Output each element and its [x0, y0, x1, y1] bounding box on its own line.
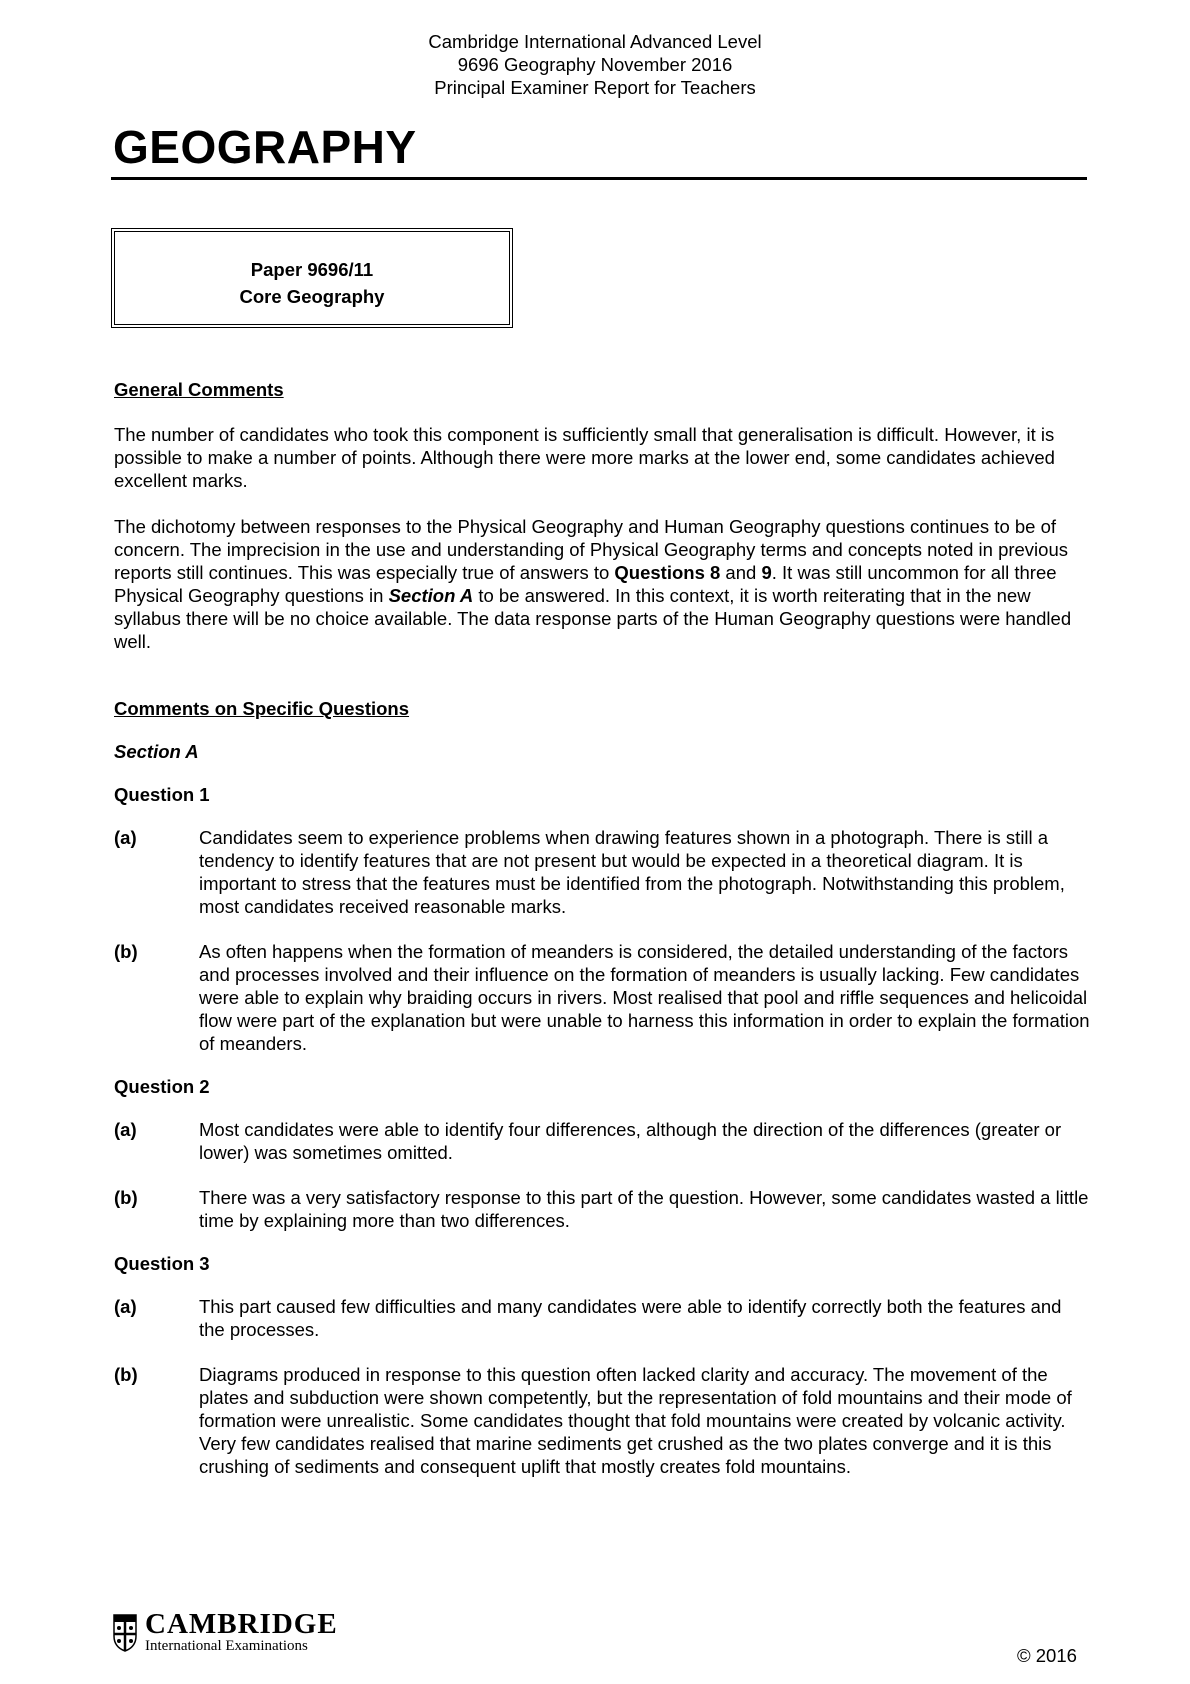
p2-question-9: 9 [761, 562, 772, 583]
logo-subtitle-text: International Examinations [145, 1638, 308, 1654]
section-a-heading: Section A [114, 741, 199, 762]
part-label: (a) [114, 827, 137, 848]
part-text: This part caused few difficulties and many candidates were able to identify correctly both the features and the processes. [199, 1296, 1062, 1340]
question-1-heading: Question 1 [114, 784, 210, 805]
question-1b [114, 940, 1090, 1055]
p2-text-a: The dichotomy between responses to the Physical Geography and Human Geography questions continues to be of concern. The imprecision in the use and understanding of Physical Geography terms and concepts noted in previous reports still continues. This was especially true of answers to [114, 516, 1068, 583]
document-title: GEOGRAPHY [113, 121, 417, 173]
header-line-2: 9696 Geography November 2016 [457, 54, 733, 75]
question-1a [114, 826, 1090, 918]
p2-text-c: and [720, 562, 762, 583]
header-line-3: Principal Examiner Report for Teachers [434, 77, 756, 98]
part-text: As often happens when the formation of meanders is considered, the detailed understanding of the factors and processes involved and their influence on the formation of meanders is usually lacking. Few candidates were able to explain why braiding occurs in rivers. Most realised that pool and riffle sequences and helicoidal flow were part of the explanation but were unable to harness this information in order to explain the formation of meanders. [199, 941, 1090, 1054]
paper-box [111, 228, 513, 328]
p2-text-e: . It was still uncommon for all three Physical Geography questions in [114, 562, 1057, 606]
question-3b [114, 1363, 1090, 1478]
part-label: (b) [114, 1364, 138, 1385]
question-2a [114, 1118, 1090, 1164]
part-label: (a) [114, 1296, 137, 1317]
title-rule [111, 177, 1087, 180]
copyright-notice: © 2016 [1017, 1645, 1077, 1666]
cambridge-crest-icon [113, 1614, 137, 1652]
part-text: Most candidates were able to identify four differences, although the direction of the differences (greater or lower) was sometimes omitted. [199, 1119, 1062, 1163]
general-paragraph-2 [114, 515, 1090, 653]
p2-questions-8: Questions 8 [614, 562, 721, 583]
paper-code: Paper 9696/11 [250, 259, 374, 280]
question-2b [114, 1186, 1090, 1232]
specific-comments-heading: Comments on Specific Questions [114, 698, 410, 719]
p2-text-g: to be answered. In this context, it is worth reiterating that in the new syllabus there will be no choice available. The data response parts of the Human Geography questions were handled well. [114, 585, 1072, 652]
p2-section-a: Section A [388, 585, 474, 606]
part-label: (b) [114, 1187, 138, 1208]
cambridge-logo [113, 1610, 338, 1655]
part-text: Diagrams produced in response to this question often lacked clarity and accuracy. The movement of the plates and subduction were shown competently, but the representation of fold mountains and their mode of formation were unrealistic. Some candidates thought that fold mountains were created by volcanic activity. Very few candidates realised that marine sediments get crushed as the two plates converge and it is this crushing of sediments and consequent uplift that mostly creates fold mountains. [199, 1364, 1072, 1477]
question-2-heading: Question 2 [114, 1076, 210, 1097]
part-label: (b) [114, 941, 138, 962]
logo-wordmark [145, 1610, 338, 1655]
paper-name: Core Geography [239, 286, 385, 307]
page-header [0, 30, 1190, 99]
header-line-1: Cambridge International Advanced Level [428, 31, 762, 52]
report-body [114, 378, 1090, 1478]
part-label: (a) [114, 1119, 137, 1140]
question-3-heading: Question 3 [114, 1253, 210, 1274]
part-text: There was a very satisfactory response to this part of the question. However, some candidates wasted a little time by explaining more than two differences. [199, 1187, 1089, 1231]
general-comments-heading: General Comments [114, 379, 284, 400]
general-paragraph-1: The number of candidates who took this component is sufficiently small that generalisation is difficult. However, it is possible to make a number of points. Although there were more marks at the lower end, some candidates achieved excellent marks. [114, 424, 1055, 491]
logo-cambridge-text: CAMBRIDGE [145, 1608, 338, 1640]
part-text: Candidates seem to experience problems when drawing features shown in a photograph. There is still a tendency to identify features that are not present but would be expected in a theoretical diagram. It is important to stress that the features must be identified from the photograph. Notwithstanding this problem, most candidates received reasonable marks. [199, 827, 1065, 917]
question-3a [114, 1295, 1090, 1341]
